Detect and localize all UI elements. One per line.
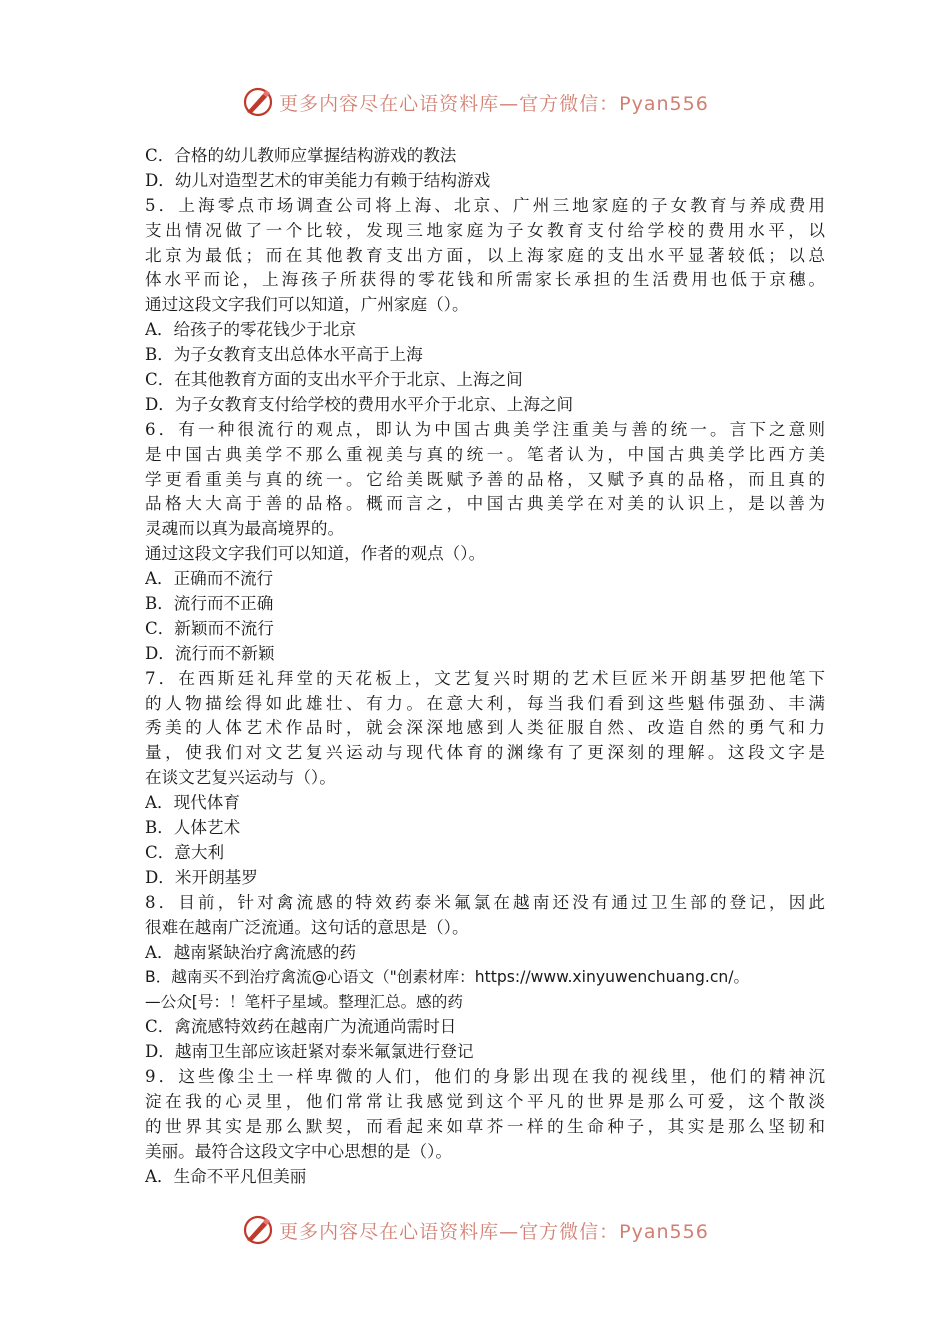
header-banner-text: 更多内容尽在心语资料库—官方微信：Pyan556 xyxy=(279,92,709,115)
text-line: D．为子女教育支付给学校的费用水平介于北京、上海之间 xyxy=(145,394,574,414)
text-line: A．生命不平凡但美丽 xyxy=(145,1166,307,1186)
text-line: 8．目前，针对禽流感的特效药泰米氟氯在越南还没有通过卫生部的登记，因此 xyxy=(145,892,825,912)
footer-banner-text: 更多内容尽在心语资料库—官方微信：Pyan556 xyxy=(279,1220,709,1243)
text-line: B．为子女教育支出总体水平高于上海 xyxy=(145,345,423,365)
text-line: 的世界其实是那么默契，而看起来如草芥一样的生命种子，其实是那么坚韧和 xyxy=(145,1116,825,1136)
text-line: 灵魂而以真为最高境界的。 xyxy=(145,519,345,539)
pen-circle-logo-icon xyxy=(241,85,275,119)
text-line: A．现代体育 xyxy=(145,793,240,813)
document-body xyxy=(145,144,825,1189)
text-line: A．越南紧缺治疗禽流感的药 xyxy=(145,942,357,962)
text-line: 淀在我的心灵里，他们常常让我感觉到这个平凡的世界是那么可爱，这个散淡 xyxy=(145,1091,825,1111)
text-line: B．人体艺术 xyxy=(145,818,241,838)
text-line: 在谈文艺复兴运动与（）。 xyxy=(145,768,336,788)
text-line: 量，使我们对文艺复兴运动与现代体育的渊缘有了更深刻的理解。这段文字是 xyxy=(145,743,825,763)
text-line: A．正确而不流行 xyxy=(145,569,274,589)
text-line: C．新颖而不流行 xyxy=(145,618,274,638)
text-line: 学更看重美与真的统一。它给美既赋予善的品格，又赋予真的品格，而且真的 xyxy=(145,469,825,489)
text-line: B．流行而不正确 xyxy=(145,594,274,614)
text-line: 很难在越南广泛流通。这句话的意思是（）。 xyxy=(145,917,469,937)
text-line: A．给孩子的零花钱少于北京 xyxy=(145,320,357,340)
text-line: C．在其他教育方面的支出水平介于北京、上海之间 xyxy=(145,370,523,390)
text-line: 北京为最低；而在其他教育支出方面，以上海家庭的支出水平显著较低；以总 xyxy=(145,245,825,265)
text-line: 7．在西斯廷礼拜堂的天花板上，文艺复兴时期的艺术巨匠米开朗基罗把他笔下 xyxy=(145,668,825,688)
pen-circle-logo-icon xyxy=(241,1213,275,1247)
text-line: 品格大大高于善的品格。概而言之，中国古典美学在对美的认识上，是以善为 xyxy=(145,494,825,514)
text-line: 秀美的人体艺术作品时，就会深深地感到人类征服自然、改造自然的勇气和力 xyxy=(145,718,825,738)
text-line: 6．有一种很流行的观点，即认为中国古典美学注重美与善的统一。言下之意则 xyxy=(145,419,825,439)
text-line: 通过这段文字我们可以知道，作者的观点（）。 xyxy=(145,544,486,564)
text-line: 美丽。最符合这段文字中心思想的是（）。 xyxy=(145,1141,452,1161)
text-line: D．米开朗基罗 xyxy=(145,867,258,887)
header-banner xyxy=(0,82,950,122)
footer-banner xyxy=(0,1210,950,1250)
text-line: 通过这段文字我们可以知道，广州家庭（）。 xyxy=(145,295,469,315)
text-line: 支出情况做了一个比较，发现三地家庭为子女教育支付给学校的费用水平，以 xyxy=(145,220,825,240)
text-line: D．幼儿对造型艺术的审美能力有赖于结构游戏 xyxy=(145,170,491,190)
text-line: C．禽流感特效药在越南广为流通尚需时日 xyxy=(145,1017,457,1037)
text-line: C．合格的幼儿教师应掌握结构游戏的教法 xyxy=(145,146,457,165)
text-line: 体水平而论，上海孩子所获得的零花钱和所需家长承担的生活费用也低于京穗。 xyxy=(145,270,825,290)
text-line-inserted: B．越南买不到治疗禽流@心语文（"创素材库：https://www.xinyuwenchuang.cn/。 xyxy=(145,968,750,987)
text-line: D．流行而不新颖 xyxy=(145,643,275,663)
text-line-inserted: —公众[号：！笔杆子星域。整理汇总。感的药 xyxy=(145,993,463,1012)
text-line: C．意大利 xyxy=(145,842,225,862)
text-line: 的人物描绘得如此雄壮、有力。在意大利，每当我们看到这些魁伟强劲、丰满 xyxy=(145,693,825,713)
text-line: 9．这些像尘土一样卑微的人们，他们的身影出现在我的视线里，他们的精神沉 xyxy=(145,1066,825,1086)
text-line: 是中国古典美学不那么重视美与真的统一。笔者认为，中国古典美学比西方美 xyxy=(145,444,825,464)
text-line: 5．上海零点市场调查公司将上海、北京、广州三地家庭的子女教育与养成费用 xyxy=(145,195,825,215)
text-line: D．越南卫生部应该赶紧对泰米氟氯进行登记 xyxy=(145,1042,474,1062)
